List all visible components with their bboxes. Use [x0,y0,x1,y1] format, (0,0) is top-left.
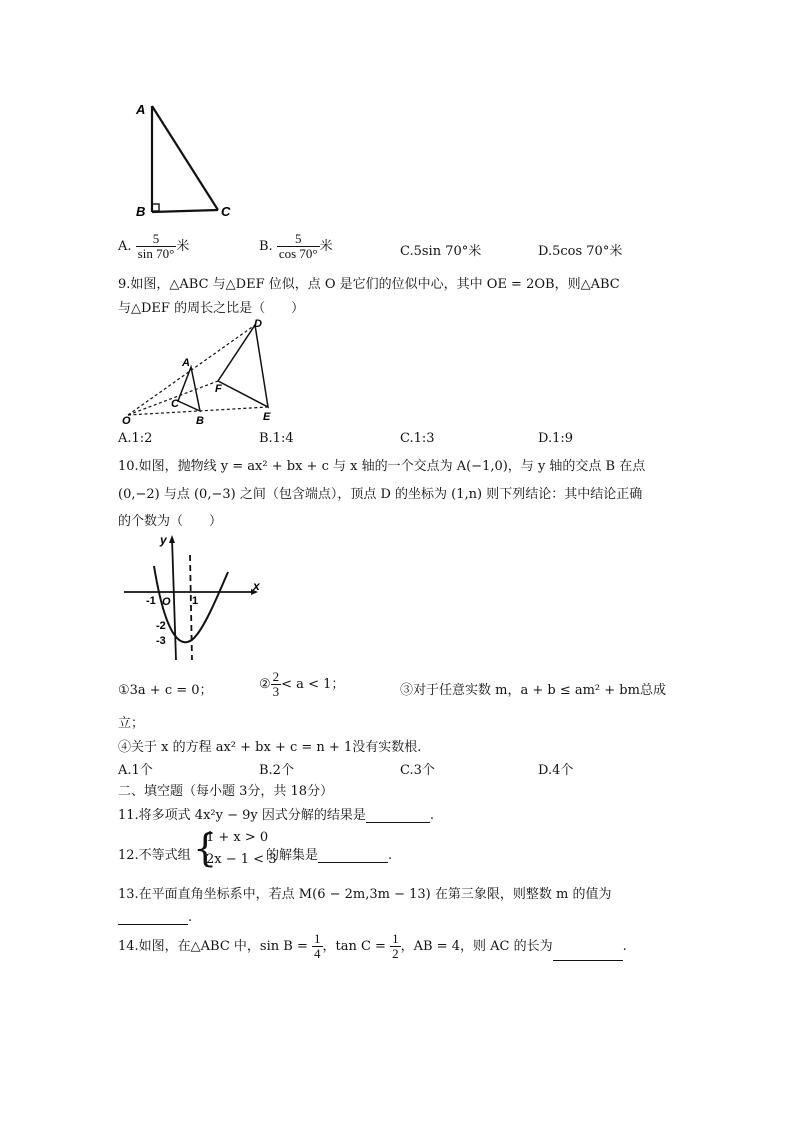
q10-conclusion-1: ①3a + c = 0； [118,683,213,698]
q10-option-b[interactable]: B.2个 [259,763,294,778]
q11: 11.将多项式 4x²y − 9y 因式分解的结果是 . [118,808,435,823]
q10-option-c[interactable]: C.3个 [400,763,435,778]
label-E: E [263,411,271,423]
q10-text-line1: 10.如图，抛物线 y = ax² + bx + c 与 x 轴的一个交点为 A(−1,0)，与 y 轴的交点 B 在点 [118,459,646,474]
q10-c2-fraction: $\frac{2}{3}$ [272,669,280,699]
label-B: B [196,415,204,427]
label-F: F [215,383,222,395]
q9-option-b[interactable]: B.1:4 [259,431,294,446]
label-x: x [253,579,260,593]
q10-conclusion-3-cont: 立； [118,716,145,731]
q9-homothety-figure [118,315,288,427]
label-C: C [221,204,231,219]
q14: 14.如图，在△ABC 中，sin B = $\frac{1}{4}$ ，tan C = $\frac{1}{2}$ ，AB = 4，则 AC 的长为 . [118,931,627,961]
q13-text: 13.在平面直角坐标系中，若点 M(6 − 2m,3m − 13) 在第三象限，则整数 m 的值为 [118,887,612,902]
q13-answer: . [118,910,192,925]
q9-text-line2: 与△DEF 的周长之比是（ ） [118,301,305,316]
label-B: B [136,204,146,219]
label-A: A [182,357,190,369]
q8-option-a[interactable]: A. $\frac{5}{\sin 70^\circ}$ 米 [118,231,190,261]
q9-option-d[interactable]: D.1:9 [538,431,574,446]
q8-option-a-fraction: $\frac{5}{\sin 70^\circ}$ [137,231,175,261]
label-neg1: -1 [146,595,156,607]
q10-conclusion-2: ② $\frac{2}{3}$ < a < 1； [259,669,345,699]
q12-brace: { [193,826,218,870]
q14-answer-blank[interactable] [553,946,623,961]
label-neg3: -3 [156,635,166,647]
label-C: C [171,398,179,410]
q8-option-b[interactable]: B. $\frac{5}{\cos 70^\circ}$ 米 [259,231,333,261]
label-one: 1 [192,595,199,607]
label-A: A [136,102,146,117]
q10-option-a[interactable]: A.1个 [118,763,153,778]
label-y: y [160,533,167,547]
q9-text-line1: 9.如图，△ABC 与△DEF 位似，点 O 是它们的位似中心，其中 OE = 2OB，则△ABC [118,277,620,292]
q9-option-c[interactable]: C.1:3 [400,431,435,446]
q10-parabola-figure [118,530,268,665]
q8-triangle-figure [128,98,238,220]
label-O: O [162,596,171,608]
q14-sinb-fraction: $\frac{1}{4}$ [314,931,321,961]
q10-option-d[interactable]: D.4个 [538,763,574,778]
q12-inequality-2: 2x − 1 < 3 [206,852,277,867]
q14-tanc-fraction: $\frac{1}{2}$ [392,931,399,961]
label-neg2: -2 [156,620,166,632]
q8-option-c[interactable]: C.5sin 70°米 [400,244,482,259]
q9-option-a[interactable]: A.1:2 [118,431,153,446]
q11-answer-blank[interactable] [366,808,430,823]
q8-option-d[interactable]: D.5cos 70°米 [538,244,623,259]
q10-conclusion-3: ③对于任意实数 m，a + b ≤ am² + bm总成 [400,683,666,698]
q12-inequality-1: 1 + x > 0 [206,830,269,845]
q10-conclusion-4: ④关于 x 的方程 ax² + bx + c = n + 1没有实数根. [118,740,422,755]
q8-option-b-fraction: $\frac{5}{\cos 70^\circ}$ [278,231,318,261]
label-D: D [254,318,262,330]
label-O: O [122,415,131,427]
q10-text-line3: 的个数为（ ） [118,514,223,529]
q12-answer-blank[interactable] [318,848,388,863]
q13-answer-blank[interactable] [118,910,188,925]
q10-text-line2: (0,−2) 与点 (0,−3) 之间（包含端点），顶点 D 的坐标为 (1,n) 则下列结论：其中结论正确 [118,487,643,502]
section-heading: 二、填空题（每小题 3分，共 18分） [118,784,334,799]
